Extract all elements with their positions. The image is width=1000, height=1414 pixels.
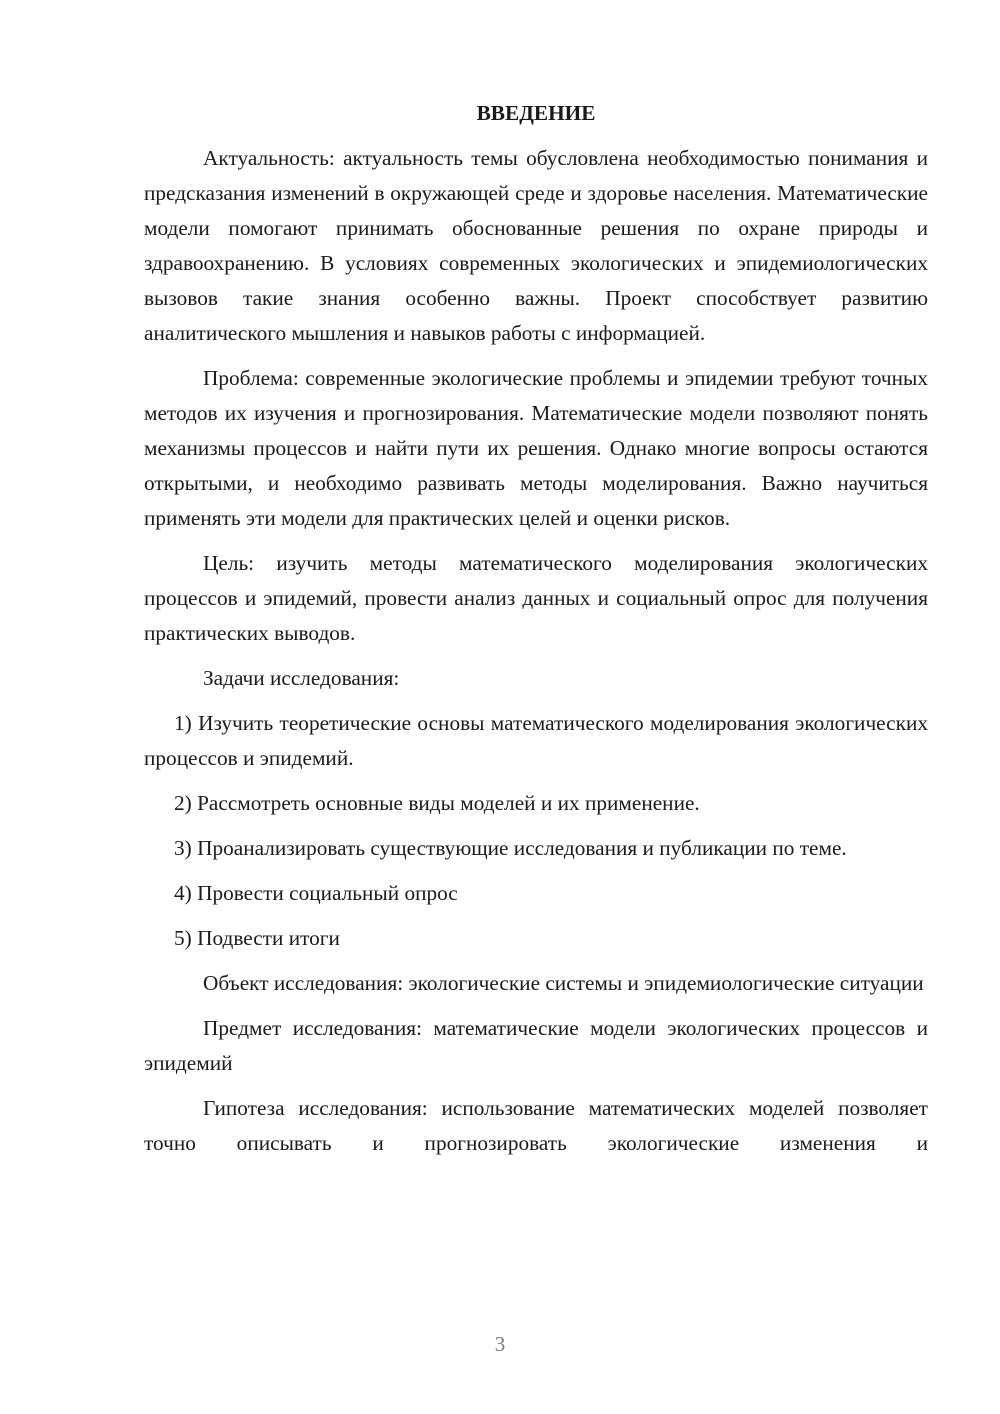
- subject-paragraph: Предмет исследования: математические модели экологических процессов и эпидемий: [144, 1016, 928, 1075]
- section-title: ВВЕДЕНИЕ: [476, 101, 596, 125]
- task-item-3: 3) Проанализировать существующие исследования и публикации по теме.: [174, 836, 847, 860]
- task-item-4: 4) Провести социальный опрос: [174, 881, 458, 905]
- object-paragraph: Объект исследования: экологические системы и эпидемиологические ситуации: [203, 971, 924, 995]
- document-page: [144, 96, 928, 1161]
- task-item-5: 5) Подвести итоги: [174, 926, 340, 950]
- hypothesis-paragraph: Гипотеза исследования: использование математических моделей позволяет точно описывать и прогнозировать экологические изменения и: [144, 1096, 928, 1155]
- task-item-2: 2) Рассмотреть основные виды моделей и их применение.: [174, 791, 700, 815]
- relevance-paragraph: Актуальность: актуальность темы обусловлена необходимостью понимания и предсказания изменений в окружающей среде и здоровье населения. Математические модели помогают принимать обоснованные решения по охране природы и здравоохранению. В условиях современных экологических и эпидемиологических вызовов такие знания особенно важны. Проект способствует развитию аналитического мышления и навыков работы с информацией.: [144, 146, 928, 345]
- tasks-heading: Задачи исследования:: [203, 666, 400, 690]
- task-item-1: 1) Изучить теоретические основы математического моделирования экологических процессов и эпидемий.: [144, 711, 928, 770]
- goal-paragraph: Цель: изучить методы математического моделирования экологических процессов и эпидемий, провести анализ данных и социальный опрос для получения практических выводов.: [144, 551, 928, 645]
- problem-paragraph: Проблема: современные экологические проблемы и эпидемии требуют точных методов их изучения и прогнозирования. Математические модели позволяют понять механизмы процессов и найти пути их решения. Однако многие вопросы остаются открытыми, и необходимо развивать методы моделирования. Важно научиться применять эти модели для практических целей и оценки рисков.: [144, 366, 928, 530]
- page-number: 3: [494, 1332, 506, 1356]
